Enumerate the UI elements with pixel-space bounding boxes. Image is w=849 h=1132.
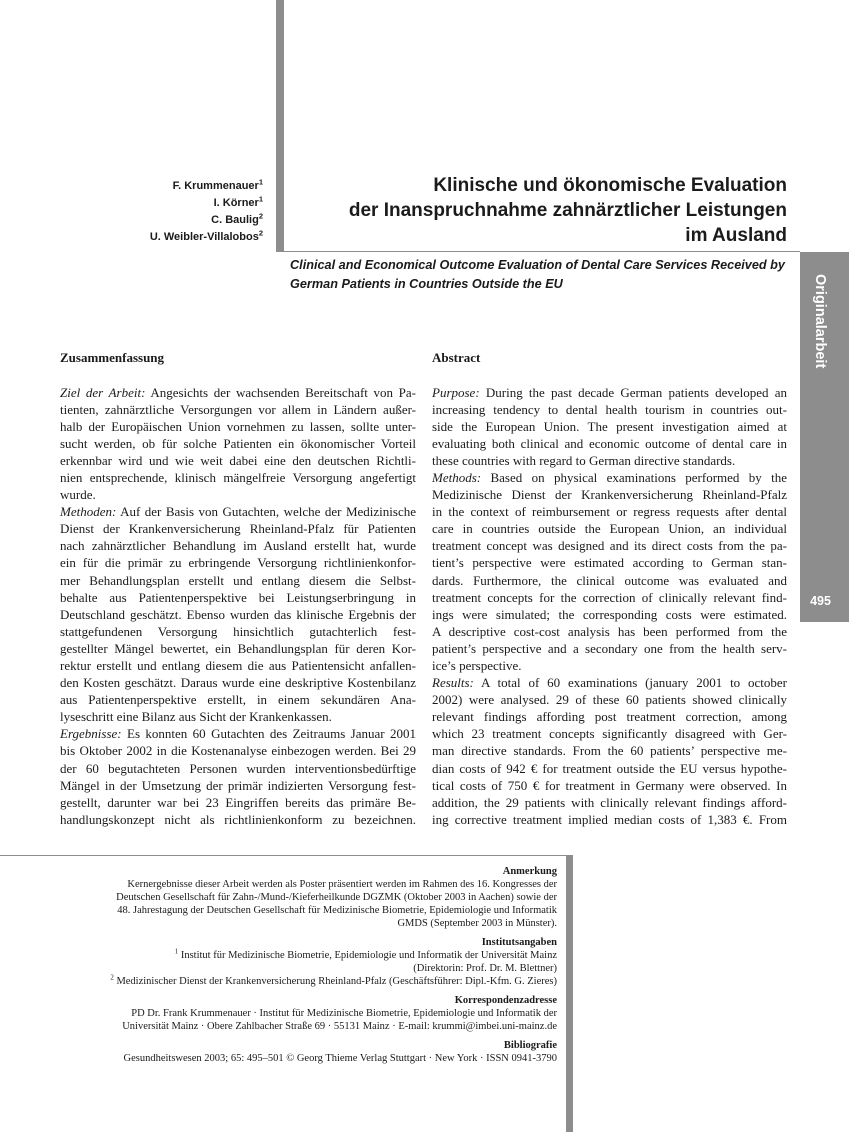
- affiliation-mark: 1: [174, 947, 179, 955]
- text-line: A descriptive cost-cost analysis has been performed from the: [432, 623, 787, 639]
- text-line: [432, 469, 787, 486]
- text-line: which 23 treatment concepts significantly disagreed with Ger-: [432, 726, 787, 742]
- text-line: der 60 begutachteten Personen wurden interventionsbedürftige: [60, 760, 416, 776]
- text-line: increasing tendency to dental health tourism in countries out-: [432, 401, 787, 417]
- text-line: den Kosten geschätzt. Daraus wurde eine deskriptive Kostenbilanz: [60, 675, 416, 691]
- text-line: mer Behandlungsplan erstellt und entlang diesem die Selbst-: [60, 572, 416, 588]
- line-text: Es konnten 60 Gutachten des Zeitraums Januar 2001: [127, 726, 417, 742]
- affiliation-mark: 1: [258, 194, 263, 204]
- text-line: erkennbar wird und wie weit dabei eine den deutschen Richtli-: [60, 452, 416, 468]
- text-line: treatment concepts for the correction of clinically relevant find-: [432, 589, 787, 605]
- abstract-de-body: [60, 384, 416, 828]
- affiliation-mark: 2: [110, 973, 114, 981]
- affiliation-mark: 2: [258, 228, 263, 238]
- notes-rule: [0, 855, 567, 856]
- text-line: tical costs of 750 € for treatment in Germany were observed. In: [432, 777, 787, 793]
- line-text: During the past decade German patients developed an: [485, 384, 787, 400]
- author-name: I. Körner: [213, 197, 259, 209]
- remark-section: [0, 865, 557, 930]
- text-line: ing corrective treatment implied median costs of 1,383 €. From: [432, 811, 787, 827]
- text-line: nien entsprechende, klinisch mängelfreie Versorgung angefertigt: [60, 469, 416, 485]
- text-line: Deutschland geschätzt. Ebenso wurden das klinische Ergebnis der: [60, 606, 416, 622]
- bibliography-section: [0, 1039, 557, 1065]
- section-lead: Results:: [432, 675, 474, 691]
- section-lead: Ziel der Arbeit:: [60, 384, 146, 400]
- text-line: Mängel in der Umsetzung der primär indizierten Versorgung fest-: [60, 777, 416, 793]
- text-line: [432, 384, 787, 401]
- text-line: Dienst der Krankenversicherung Rheinland-Pfalz für Patienten: [60, 521, 416, 537]
- section-lead: Methoden:: [60, 504, 117, 520]
- text-line: dian costs of 942 € for treatment outside the EU versus hypothe-: [432, 760, 787, 776]
- text-line: wurde.: [60, 487, 96, 503]
- note-line: (Direktorin: Prof. Dr. M. Blettner): [413, 962, 557, 974]
- text-line: man directive standards. From the 60 patients’ perspective me-: [432, 743, 787, 759]
- note-line: [0, 975, 557, 988]
- text-line: ings were simulated; the corresponding costs were estimated.: [432, 606, 787, 622]
- note-line: 48. Jahrestagung der Deutschen Gesellschaft für Medizinische Biometrie, Epidemiologie und Informatik: [117, 904, 557, 916]
- text-line: [60, 725, 416, 742]
- title-line: Klinische und ökonomische Evaluation: [433, 175, 787, 196]
- text-line: 2002) were analysed. 29 of these 60 patients showed clinically: [432, 692, 787, 708]
- text-line: Medizinische Dienst der Krankenversicherung Rheinland-Pfalz: [432, 487, 787, 503]
- section-lead: Purpose:: [432, 384, 480, 400]
- author: [0, 178, 263, 195]
- text-line: addition, the 29 patients with clinically relevant findings afford-: [432, 794, 787, 810]
- text-line: ein für die primär zu erbringende Versorgung richtlinienkonfor-: [60, 555, 416, 571]
- section-tab-label: Originalarbeit: [812, 274, 828, 369]
- author: [0, 212, 263, 229]
- text-line: handlungskonzept nicht als richtlinienkonform zu bezeichnen.: [60, 811, 416, 827]
- header-vertical-bar: [276, 0, 284, 252]
- abstract-en-heading: Abstract: [432, 350, 481, 365]
- author-list: [0, 178, 263, 246]
- correspondence-heading: Korrespondenzadresse: [454, 994, 557, 1006]
- text-line: relevant findings affording post treatment correction, among: [432, 709, 787, 725]
- text-line: [432, 674, 787, 691]
- note-line: Deutschen Gesellschaft für Zahn-/Mund-/Kieferheilkunde DGZMK (Oktober 2003 in Aachen) sowie der: [116, 891, 557, 903]
- abstract-de-heading: Zusammenfassung: [60, 350, 165, 365]
- title-line: der Inanspruchnahme zahnärztlicher Leistungen: [348, 200, 787, 221]
- text-line: tienten, zahnärztliche Versorgungen vor allem in Ländern außer-: [60, 401, 416, 417]
- article-title-english: [290, 256, 785, 294]
- text-line: evaluating both clinical and economic outcome of dental care in: [432, 435, 787, 451]
- text-line: patient’s perspective and a secondary one from the health serv-: [432, 640, 787, 656]
- note-line: Universität Mainz · Obere Zahlbacher Straße 69 · 55131 Mainz · E-mail: krummi@imbei.uni-mainz.de: [122, 1020, 557, 1032]
- author-name: C. Baulig: [211, 214, 259, 226]
- text-line: gestellt, darunter war bei 23 Eingriffen bereits das primäre Be-: [60, 794, 416, 810]
- article-notes: [0, 865, 557, 1065]
- text-line: treatment concept was designed and its direct costs from the pa-: [432, 538, 787, 554]
- article-title: [349, 173, 787, 248]
- author-name: F. Krummenauer: [172, 180, 259, 192]
- text-line: halb der Europäischen Union vornehmen zu lassen, sollte unter-: [60, 418, 416, 434]
- text-line: lyseschritt eine Bilanz aus Sicht der Krankenkassen.: [60, 709, 332, 725]
- text-line: aus Patientenperspektive erstellt, in einem sekundären Ana-: [60, 692, 416, 708]
- note-line: [0, 949, 557, 962]
- section-tab: [800, 252, 849, 622]
- note-line: Kernergebnisse dieser Arbeit werden als Poster präsentiert werden im Rahmen des 16. Kongresses der: [127, 878, 557, 890]
- text-line: [60, 384, 416, 401]
- text-line: [60, 503, 416, 520]
- text-line: care in countries outside the European Union, an individual: [432, 521, 787, 537]
- text-line: these countries with regard to German directive standards.: [432, 452, 736, 468]
- header-rule: [284, 251, 800, 252]
- notes-vertical-bar: [566, 855, 573, 1132]
- text-line: ice’s perspective.: [432, 658, 522, 673]
- section-lead: Methods:: [432, 469, 482, 485]
- note-line: Gesundheitswesen 2003; 65: 495–501 © Georg Thieme Verlag Stuttgart · New York · ISSN 0941-3790: [123, 1052, 557, 1064]
- note-line: PD Dr. Frank Krummenauer · Institut für Medizinische Biometrie, Epidemiologie und Informatik der: [131, 1007, 557, 1019]
- author: [0, 229, 263, 246]
- text-line: behalte aus Patientenperspektive bei Leistungserbringung in: [60, 589, 416, 605]
- institution-name: Medizinischer Dienst der Krankenversicherung Rheinland-Pfalz (Geschäftsführer: Dipl.-Kfm. G. Zieres): [116, 975, 557, 987]
- affiliation-mark: 1: [258, 177, 263, 187]
- title-line: German Patients in Countries Outside the EU: [290, 277, 563, 291]
- page-number: 495: [810, 594, 831, 608]
- section-lead: Ergebnisse:: [60, 726, 122, 742]
- bibliography-heading: Bibliografie: [503, 1039, 557, 1051]
- title-line: im Ausland: [685, 225, 787, 246]
- line-text: Auf der Basis von Gutachten, welche der Medizinische: [120, 504, 416, 520]
- remark-heading: Anmerkung: [502, 865, 557, 877]
- text-line: rektur erstellt und entlang diesem die aus Patientensicht anfallen-: [60, 658, 416, 673]
- text-line: in the context of reimbursement or regress requests after dental: [432, 504, 787, 520]
- text-line: gestellter Mängel bewertet, ein Behandlungsplan für deren Kor-: [60, 640, 416, 656]
- institutions-section: [0, 936, 557, 988]
- abstract-en-body: [432, 384, 787, 828]
- text-line: dards. Furthermore, the clinical outcome was evaluated and: [432, 572, 787, 588]
- title-line: Clinical and Economical Outcome Evaluation of Dental Care Services Received by: [290, 258, 785, 272]
- author-name: U. Weibler-Villalobos: [149, 231, 259, 243]
- text-line: nach zahnärztlicher Behandlung im Ausland erstellt hat, wurde: [60, 538, 416, 554]
- author: [0, 195, 263, 212]
- text-line: stattgefundenen Versorgung hinsichtlich gutachterlich fest-: [60, 623, 416, 639]
- line-text: Angesichts der wachsenden Bereitschaft von Pa-: [150, 384, 417, 400]
- text-line: sucht werden, ob für solche Patienten ein ökonomischer Vorteil: [60, 435, 416, 451]
- text-line: bis Oktober 2002 in die Kostenanalyse einbezogen werden. Bei 29: [60, 743, 416, 759]
- correspondence-section: [0, 994, 557, 1033]
- line-text: A total of 60 examinations (january 2001 to october: [481, 675, 787, 691]
- institutions-heading: Institutsangaben: [481, 936, 557, 948]
- institution-name: Institut für Medizinische Biometrie, Epidemiologie und Informatik der Universität Mainz: [180, 949, 557, 961]
- affiliation-mark: 2: [258, 211, 263, 221]
- note-line: GMDS (September 2003 in Münster).: [397, 917, 557, 929]
- text-line: side the European Union. The present investigation aimed at: [432, 418, 787, 434]
- line-text: Based on physical examinations performed by the: [490, 469, 788, 485]
- text-line: tient’s perspective were estimated according to German stan-: [432, 555, 787, 571]
